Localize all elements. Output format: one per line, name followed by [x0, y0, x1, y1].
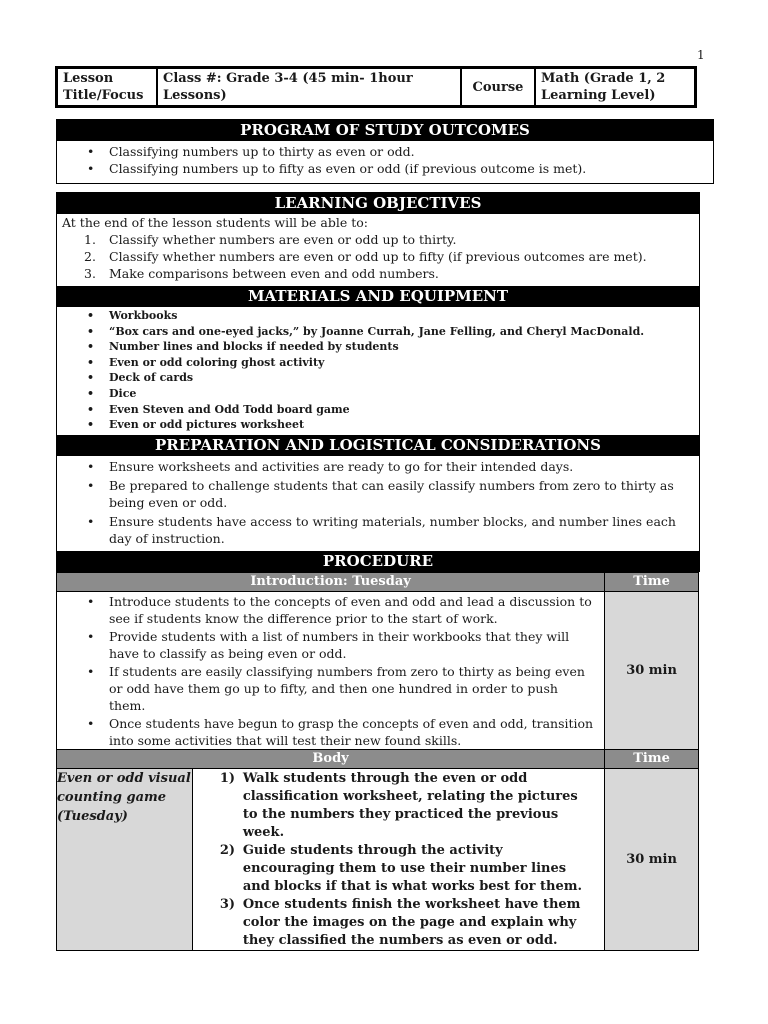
lesson-title-label: Lesson Title/Focus — [57, 68, 158, 107]
outcome-item: • Classifying numbers up to thirty as even or odd. — [109, 143, 713, 160]
learning-objectives-title: LEARNING OBJECTIVES — [57, 193, 699, 214]
step-text: Walk students through the even or odd classification worksheet, relating the pictures to the numbers they practiced the previous week. — [242, 771, 578, 840]
program-outcomes-section — [56, 119, 714, 184]
introduction-heading: Introduction: Tuesday — [57, 573, 605, 592]
outcome-item: • Classifying numbers up to fifty as even or odd (if previous outcome is met). — [109, 160, 713, 177]
introduction-item: • Introduce students to the concepts of even and odd and lead a discussion to see if students know the difference prior to the start of work. — [109, 593, 598, 627]
objectives-intro: At the end of the lesson students will be able to: — [62, 215, 368, 230]
course-label: Course — [461, 68, 535, 107]
body-steps — [192, 769, 604, 951]
class-info: Class #: Grade 3-4 (45 min- 1hour Lessons) — [157, 68, 461, 107]
objective-text: Make comparisons between even and odd numbers. — [109, 266, 439, 281]
objective-number: 1. — [84, 232, 96, 247]
materials-section — [56, 286, 700, 435]
objective-text: Classify whether numbers are even or odd up to fifty (if previous outcomes are met). — [109, 249, 647, 264]
introduction-content — [57, 592, 605, 750]
preparation-item: • Ensure students have access to writing materials, number blocks, and number lines each day of instruction. — [109, 513, 691, 547]
step-text: Guide students through the activity encouraging them to use their number lines and blocks if that is what works best for them. — [242, 843, 583, 894]
procedure-section — [56, 551, 700, 572]
objective-number: 3. — [84, 266, 96, 281]
step-number: 1) — [219, 771, 236, 786]
program-outcomes-title: PROGRAM OF STUDY OUTCOMES — [57, 120, 713, 141]
introduction-item: • Once students have begun to grasp the concepts of even and odd, transition into some activities that will test their new found skills. — [109, 715, 598, 749]
body-time-header: Time — [605, 750, 699, 769]
procedure-title: PROCEDURE — [57, 551, 699, 572]
procedure-table — [56, 572, 699, 951]
introduction-time-header: Time — [605, 573, 699, 592]
objective-text: Classify whether numbers are even or odd up to thirty. — [109, 232, 457, 247]
preparation-item: • Be prepared to challenge students that can easily classify numbers from zero to thirty as being even or odd. — [109, 477, 691, 511]
introduction-item: • If students are easily classifying numbers from zero to thirty as being even or odd have them go up to fifty, and then one hundred in order to push them. — [109, 663, 598, 714]
material-item: • Even or odd pictures worksheet — [109, 417, 699, 433]
preparation-section — [56, 435, 700, 551]
material-item: • Number lines and blocks if needed by students — [109, 339, 699, 355]
activity-name: Even or odd visual counting game (Tuesday) — [57, 769, 193, 951]
page-number: 1 — [697, 48, 705, 62]
preparation-title: PREPARATION AND LOGISTICAL CONSIDERATIONS — [57, 435, 699, 456]
material-item: • Workbooks — [109, 308, 699, 324]
material-item: • Even or odd coloring ghost activity — [109, 355, 699, 371]
learning-objectives-section — [56, 192, 700, 288]
material-item: • Even Steven and Odd Todd board game — [109, 402, 699, 418]
introduction-time: 30 min — [605, 592, 699, 750]
step-number: 2) — [219, 843, 236, 858]
body-time: 30 min — [605, 769, 699, 951]
body-step — [219, 896, 596, 950]
material-item: • “Box cars and one-eyed jacks,” by Joanne Currah, Jane Felling, and Cheryl MacDonald. — [109, 324, 699, 340]
material-item: • Dice — [109, 386, 699, 402]
lesson-header-table — [55, 66, 697, 108]
materials-title: MATERIALS AND EQUIPMENT — [57, 286, 699, 307]
material-item: • Deck of cards — [109, 370, 699, 386]
course-value: Math (Grade 1, 2 Learning Level) — [535, 68, 696, 107]
step-number: 3) — [219, 897, 236, 912]
objective-item — [84, 231, 699, 248]
step-text: Once students finish the worksheet have them color the images on the page and explain why they classified the numbers as even or odd. — [242, 897, 581, 948]
preparation-item: • Ensure worksheets and activities are ready to go for their intended days. — [109, 458, 691, 475]
body-heading: Body — [57, 750, 605, 769]
body-step — [219, 842, 596, 896]
objective-item — [84, 265, 699, 282]
objective-number: 2. — [84, 249, 96, 264]
introduction-item: • Provide students with a list of numbers in their workbooks that they will have to classify as being even or odd. — [109, 628, 598, 662]
body-step — [219, 770, 596, 842]
objective-item — [84, 248, 699, 265]
